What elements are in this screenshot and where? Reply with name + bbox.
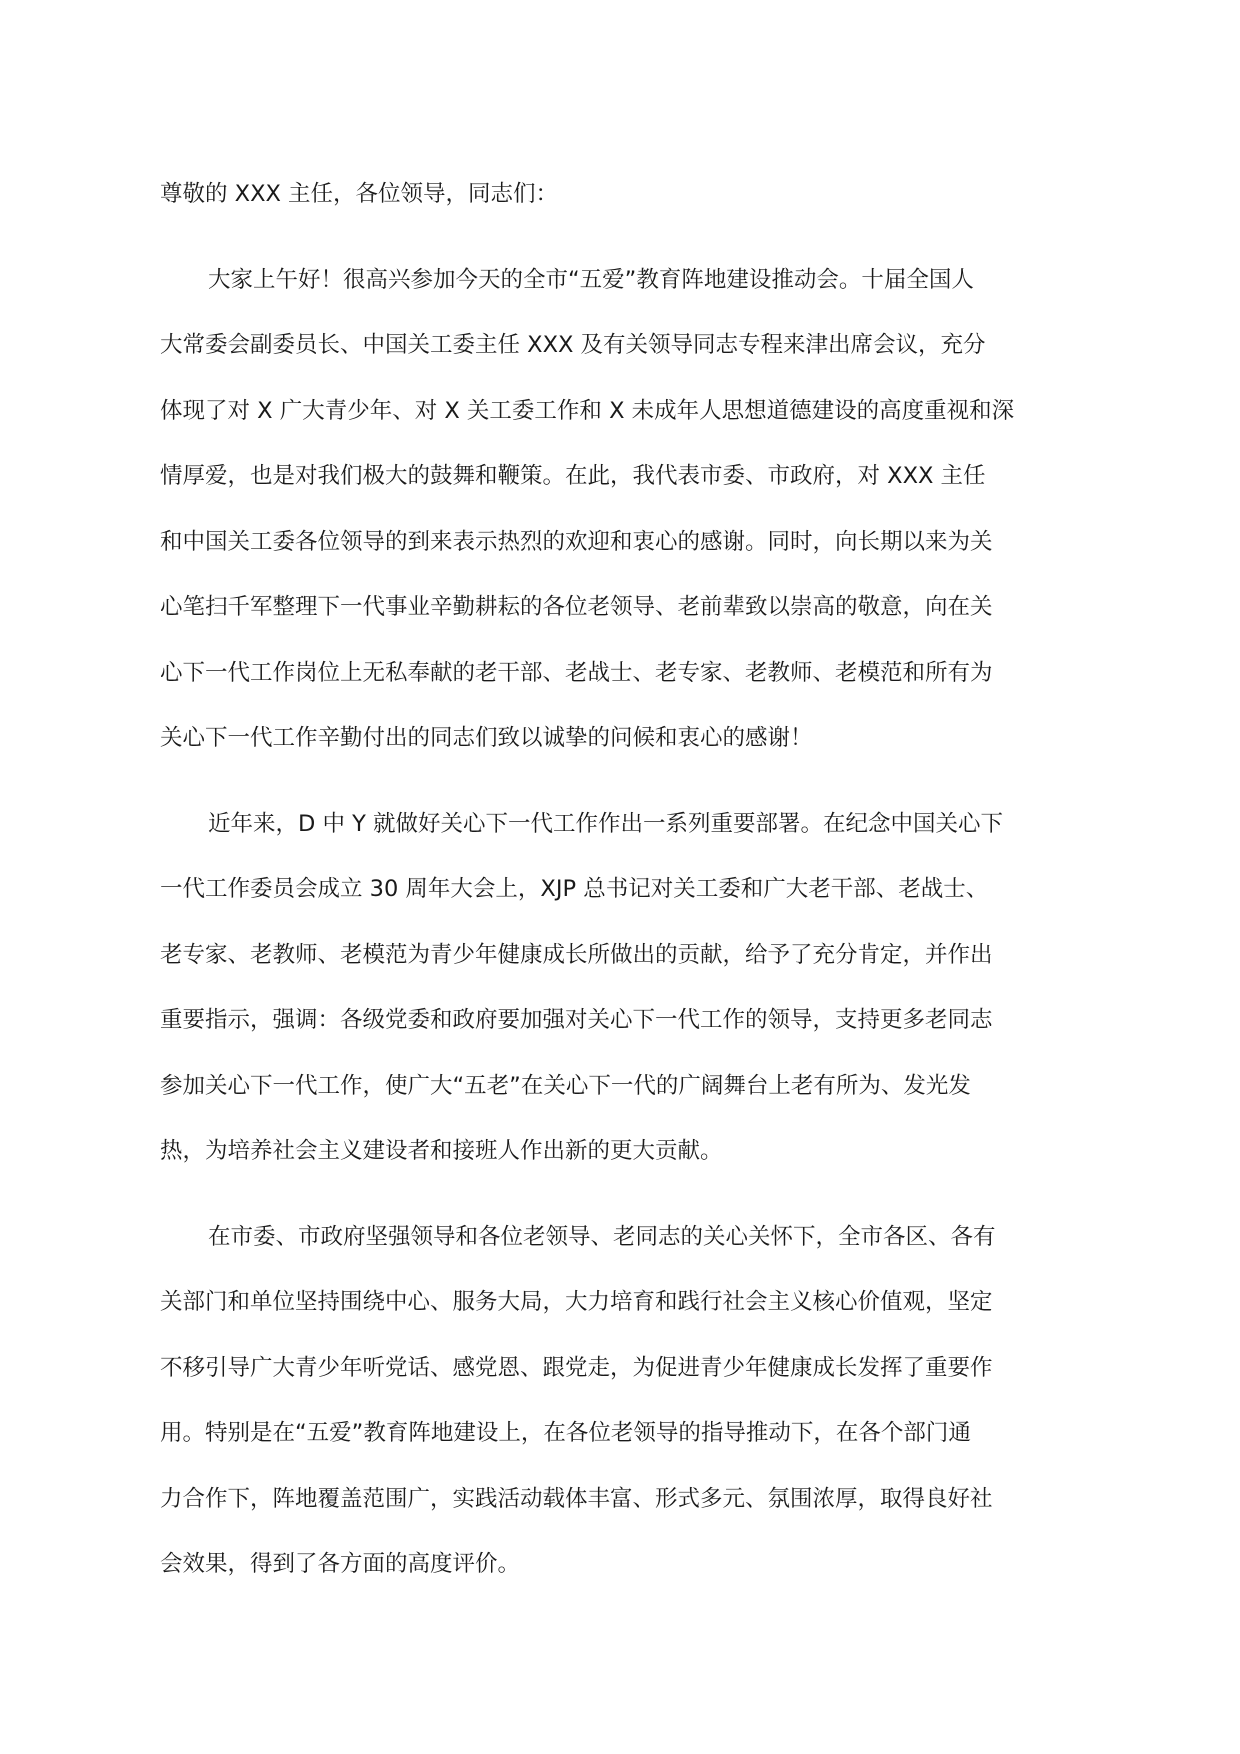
paragraph-line: 不移引导广大青少年听党话、感党恩、跟党走，为促进青少年健康成长发挥了重要作 [160,1354,993,1381]
salutation: 尊敬的 XXX 主任，各位领导，同志们： [160,181,559,207]
paragraph-line: 关心下一代工作辛勤付出的同志们致以诚挚的问候和衷心的感谢！ [160,725,813,751]
paragraph-line: 重要指示，强调：各级党委和政府要加强对关心下一代工作的领导，支持更多老同志 [160,1007,993,1033]
paragraph-line: 热，为培养社会主义建设者和接班人作出新的更大贡献。 [160,1138,723,1164]
paragraph-line: 和中国关工委各位领导的到来表示热烈的欢迎和衷心的感谢。同时，向长期以来为关 [160,528,993,555]
paragraph-line: 心笔扫千军整理下一代事业辛勤耕耘的各位老领导、老前辈致以崇高的敬意，向在关 [160,594,993,620]
paragraph-line: 大常委会副委员长、中国关工委主任 XXX 及有关领导同志专程来津出席会议，充分 [160,332,986,358]
paragraph-1 [160,248,1090,772]
paragraph-line: 老专家、老教师、老模范为青少年健康成长所做出的贡献，给予了充分肯定，并作出 [160,941,993,968]
paragraph-line: 大家上午好！很高兴参加今天的全市“五爱”教育阵地建设推动会。十届全国人 [208,266,974,293]
paragraph-line: 情厚爱，也是对我们极大的鼓舞和鞭策。在此，我代表市委、市政府，对 XXX 主任 [160,463,986,489]
paragraph-line: 一代工作委员会成立 30 周年大会上，XJP 总书记对关工委和广大老干部、老战士、 [160,876,989,902]
paragraph-2 [160,792,1090,1185]
paragraph-3 [160,1205,1090,1598]
paragraph-line: 参加关心下一代工作，使广大“五老”在关心下一代的广阔舞台上老有所为、发光发 [160,1072,971,1099]
paragraph-line: 用。特别是在“五爱”教育阵地建设上，在各位老领导的指导推动下，在各个部门通 [160,1420,971,1446]
paragraph-line: 会效果，得到了各方面的高度评价。 [160,1551,521,1577]
speech-body [160,162,1090,1618]
paragraph-line: 在市委、市政府坚强领导和各位老领导、老同志的关心关怀下，全市各区、各有 [208,1223,996,1250]
paragraph-line: 心下一代工作岗位上无私奉献的老干部、老战士、老专家、老教师、老模范和所有为 [160,659,993,686]
paragraph-line: 关部门和单位坚持围绕中心、服务大局，大力培育和践行社会主义核心价值观，坚定 [160,1289,993,1315]
paragraph-line: 近年来，D 中 Y 就做好关心下一代工作作出一系列重要部署。在纪念中国关心下 [208,810,1004,837]
paragraph-line: 体现了对 X 广大青少年、对 X 关工委工作和 X 未成年人思想道德建设的高度重视和深 [160,397,1015,424]
paragraph-line: 力合作下，阵地覆盖范围广，实践活动载体丰富、形式多元、氛围浓厚，取得良好社 [160,1485,993,1512]
